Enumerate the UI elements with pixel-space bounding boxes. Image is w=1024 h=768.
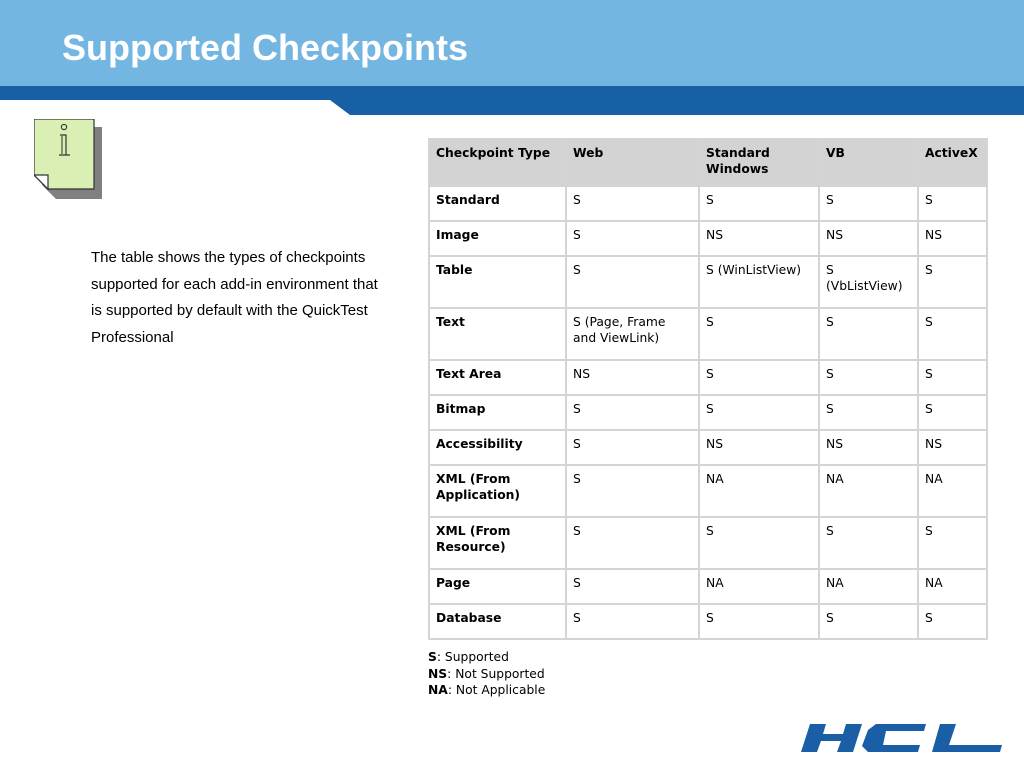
legend-text: Supported [444,650,509,664]
table-cell: NS [918,221,987,256]
table-cell: S [566,256,699,308]
row-header-cell: Text [429,308,566,360]
legend-item: NS: Not Supported [428,666,545,681]
table-cell: S [819,186,918,221]
table-cell: S [566,221,699,256]
table-cell: S [819,395,918,430]
legend-key: S [428,650,437,664]
table-cell: S [918,395,987,430]
table-cell: NA [918,569,987,604]
column-header: Web [566,139,699,186]
table-cell: NS [566,360,699,395]
table-row [429,186,987,221]
legend-text: Not Supported [455,666,545,681]
table-cell: S [819,604,918,639]
legend-key: NA [428,683,448,697]
table-row [429,360,987,395]
table-cell: S [819,360,918,395]
legend-text: Not Applicable [455,683,546,697]
table-cell: NS [819,221,918,256]
table-row [429,430,987,465]
table-cell: NS [699,430,819,465]
row-header-cell: Bitmap [429,395,566,430]
table-cell: S (Page, Frame and ViewLink) [566,308,699,360]
row-header-cell: Table [429,256,566,308]
checkpoint-table [428,138,988,640]
table-cell: S [918,360,987,395]
table-cell: S [699,604,819,639]
info-note-icon [34,119,106,199]
slide-title: Supported Checkpoints [62,27,469,68]
row-header-cell: Standard [429,186,566,221]
table-cell: NA [699,465,819,517]
legend-item: S: Supported [428,650,509,664]
table-cell: S [566,465,699,517]
row-header-cell: Image [429,221,566,256]
table-cell: S [819,308,918,360]
row-header-cell: Text Area [429,360,566,395]
table-cell: S [566,604,699,639]
table-cell: S [566,517,699,569]
table-cell: S [918,604,987,639]
table-cell: NS [819,430,918,465]
table-row [429,256,987,308]
column-header: Checkpoint Type [429,139,566,186]
column-header: ActiveX [918,139,987,186]
table-cell: S [699,360,819,395]
table-cell: S [566,395,699,430]
table-cell: S (WinListView) [699,256,819,308]
table-cell: S [918,186,987,221]
column-header: VB [819,139,918,186]
table-row [429,221,987,256]
legend-key: NS [428,666,448,681]
row-header-cell: Accessibility [429,430,566,465]
table-cell: S [918,308,987,360]
table-cell: NA [699,569,819,604]
table-cell: S [918,517,987,569]
row-header-cell: XML (From Resource) [429,517,566,569]
table-legend [428,649,545,699]
table-header-row [429,139,987,186]
table-cell: NA [819,465,918,517]
hcl-logo [798,722,1004,754]
table-row [429,569,987,604]
legend-item: NA: Not Applicable [428,683,546,697]
table-cell: S [699,517,819,569]
table-cell: NA [819,569,918,604]
table-row [429,395,987,430]
table-row [429,465,987,517]
table-cell: NS [699,221,819,256]
checkpoint-table-wrapper [428,138,986,640]
row-header-cell: XML (From Application) [429,465,566,517]
table-cell: S [699,186,819,221]
description-text: The table shows the types of checkpoints supported for each add-in environment that is supported by default with the QuickTest Professional [91,249,378,346]
table-cell: S [699,308,819,360]
table-cell: S [699,395,819,430]
table-cell: NA [918,465,987,517]
row-header-cell: Page [429,569,566,604]
table-row [429,308,987,360]
table-row [429,604,987,639]
table-cell: S [918,256,987,308]
row-header-cell: Database [429,604,566,639]
column-header: Standard Windows [699,139,819,186]
table-cell: S [566,186,699,221]
table-row [429,517,987,569]
table-cell: S [566,569,699,604]
table-cell: S (VbListView) [819,256,918,308]
table-cell: S [566,430,699,465]
table-cell: S [819,517,918,569]
table-cell: NS [918,430,987,465]
